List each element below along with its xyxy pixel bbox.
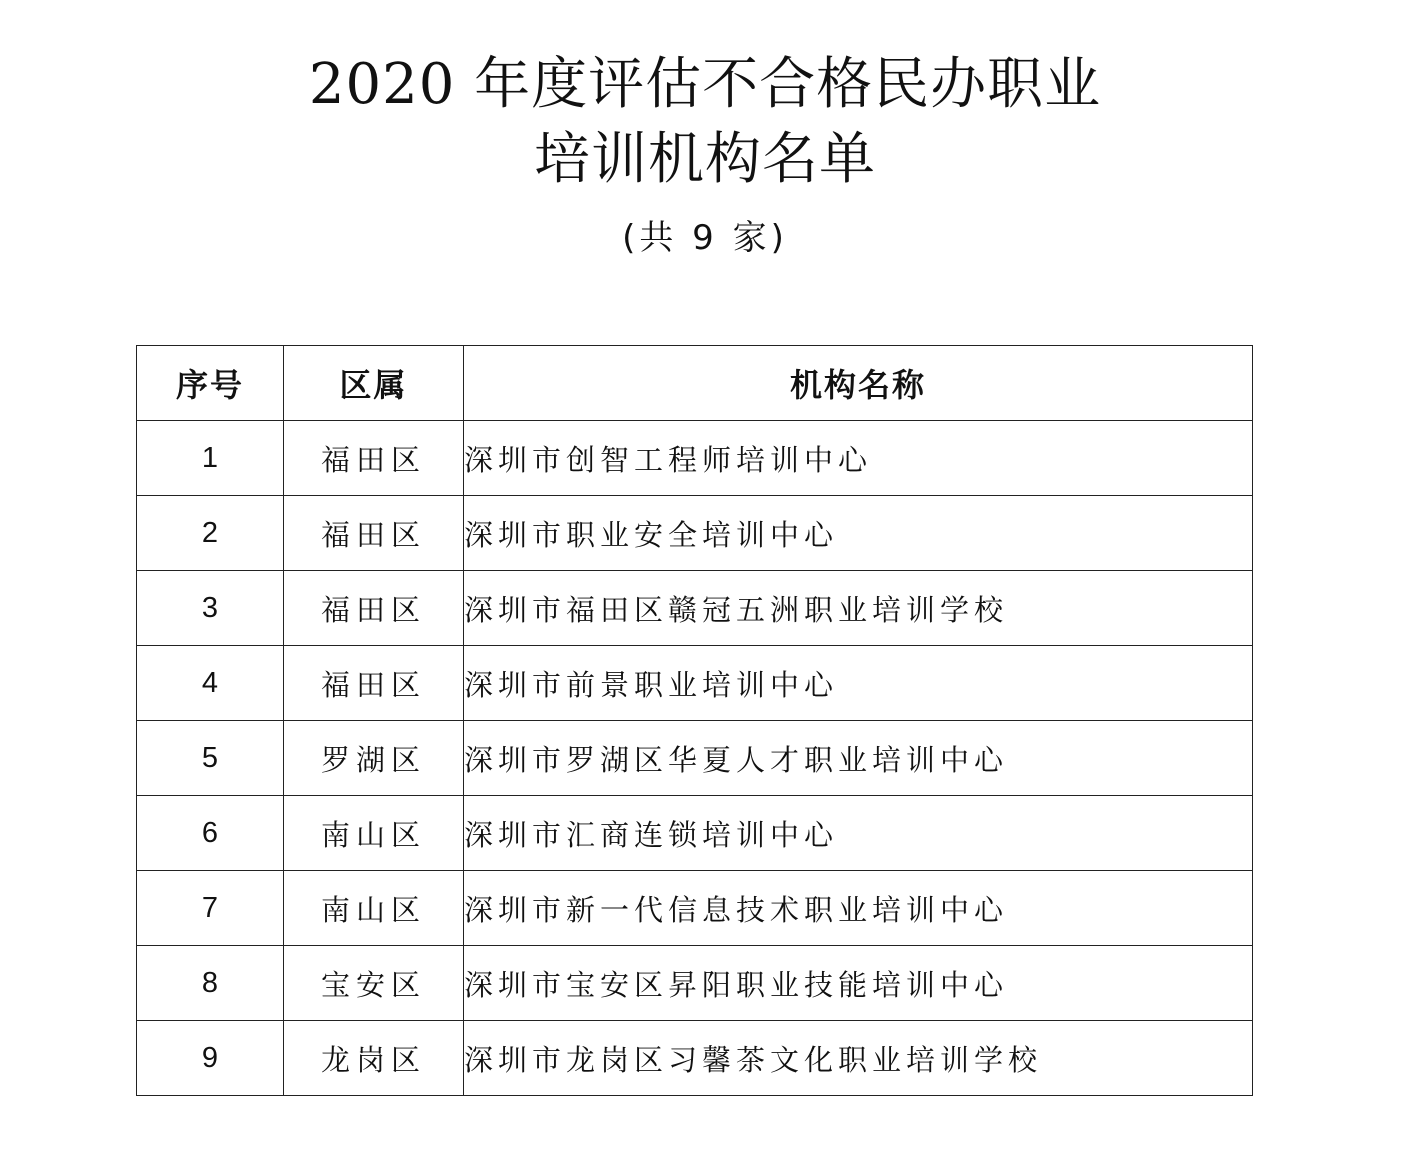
document-title: 2020 年度评估不合格民办职业 (308, 52, 1102, 117)
table-row (137, 571, 1253, 646)
table-header-row (137, 346, 1253, 421)
row-institution-name: 深圳市创智工程师培训中心 (464, 421, 1253, 496)
header-sequence-number: 序号 (137, 346, 284, 421)
row-institution-name: 深圳市龙岗区习馨茶文化职业培训学校 (464, 1021, 1253, 1096)
row-district: 南山区 (284, 796, 464, 871)
row-number: 1 (137, 421, 284, 496)
institution-table (136, 345, 1253, 1096)
document-subtitle: (共 9 家) (622, 218, 788, 258)
table-row (137, 496, 1253, 571)
table-row (137, 646, 1253, 721)
header-institution-name: 机构名称 (464, 346, 1253, 421)
row-institution-name: 深圳市罗湖区华夏人才职业培训中心 (464, 721, 1253, 796)
row-institution-name: 深圳市汇商连锁培训中心 (464, 796, 1253, 871)
row-number: 8 (137, 946, 284, 1021)
header-district: 区属 (284, 346, 464, 421)
table-row (137, 871, 1253, 946)
row-institution-name: 深圳市福田区赣冠五洲职业培训学校 (464, 571, 1253, 646)
row-district: 福田区 (284, 646, 464, 721)
table-row (137, 946, 1253, 1021)
row-district: 罗湖区 (284, 721, 464, 796)
row-number: 7 (137, 871, 284, 946)
table-row (137, 421, 1253, 496)
table-row (137, 796, 1253, 871)
row-number: 9 (137, 1021, 284, 1096)
row-number: 3 (137, 571, 284, 646)
row-number: 2 (137, 496, 284, 571)
row-district: 福田区 (284, 496, 464, 571)
row-district: 福田区 (284, 421, 464, 496)
row-institution-name: 深圳市宝安区昇阳职业技能培训中心 (464, 946, 1253, 1021)
row-number: 5 (137, 721, 284, 796)
table-row (137, 1021, 1253, 1096)
row-number: 6 (137, 796, 284, 871)
row-district: 宝安区 (284, 946, 464, 1021)
row-district: 南山区 (284, 871, 464, 946)
row-district: 龙岗区 (284, 1021, 464, 1096)
document-title-line2: 培训机构名单 (534, 127, 876, 192)
row-institution-name: 深圳市新一代信息技术职业培训中心 (464, 871, 1253, 946)
table-row (137, 721, 1253, 796)
row-number: 4 (137, 646, 284, 721)
row-institution-name: 深圳市前景职业培训中心 (464, 646, 1253, 721)
row-institution-name: 深圳市职业安全培训中心 (464, 496, 1253, 571)
row-district: 福田区 (284, 571, 464, 646)
